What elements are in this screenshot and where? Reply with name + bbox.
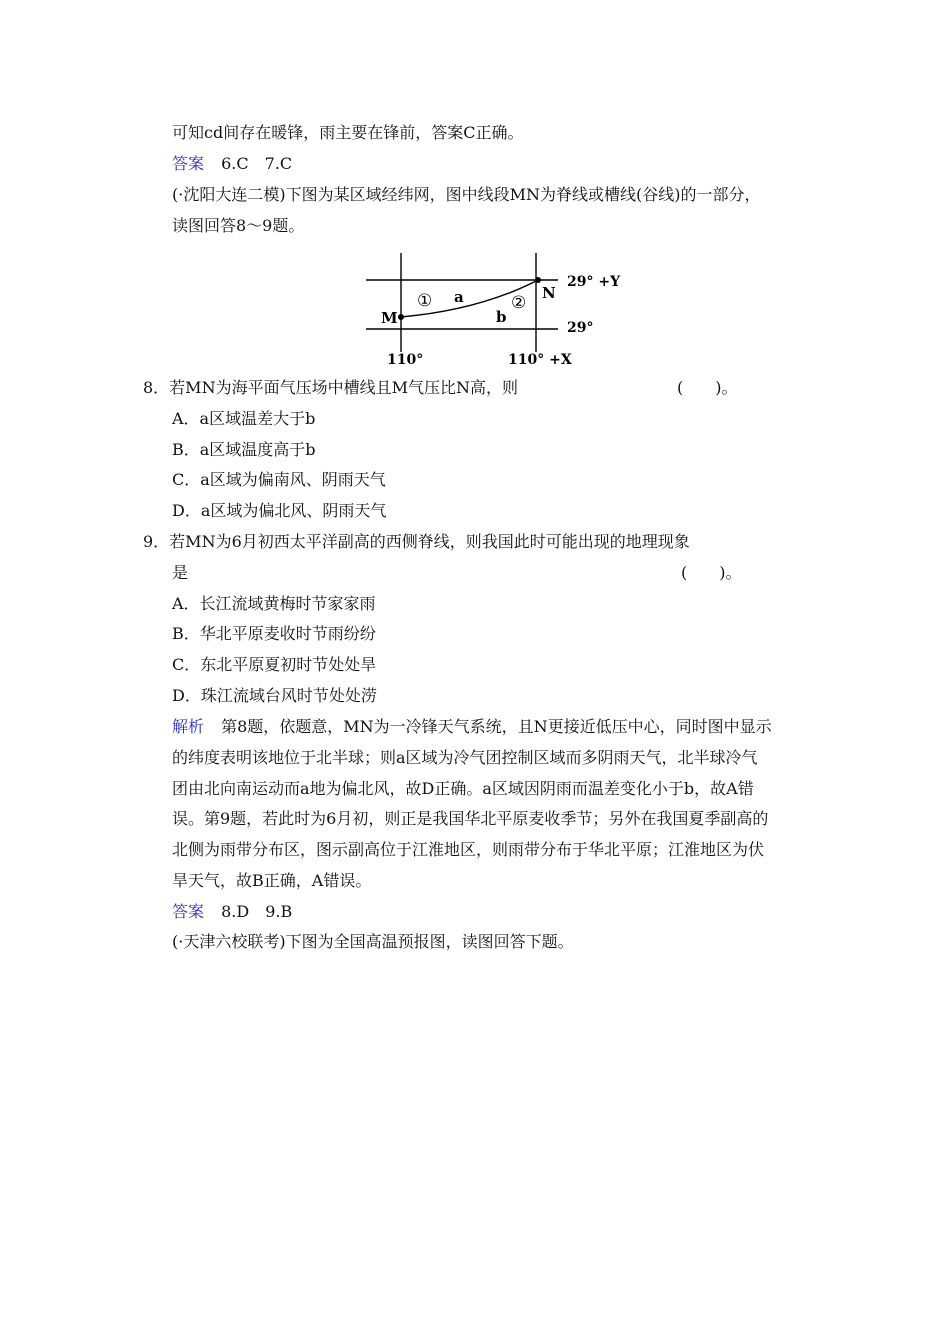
analysis-text: 第8题，依题意，MN为一冷锋天气系统，且N更接近低压中心，同时图中显示 bbox=[221, 717, 772, 736]
option-a: A．长江流域黄梅时节家家雨 bbox=[172, 594, 376, 613]
label-a: a bbox=[454, 288, 464, 306]
option-a: A．a区域温差大于b bbox=[172, 409, 316, 428]
analysis-line: 误。第9题，若此时为6月初，则正是我国华北平原麦收季节；另外在我国夏季副高的 bbox=[172, 809, 769, 828]
point-n-dot bbox=[535, 277, 541, 283]
analysis-line: 团由北向南运动而a地为偏北风，故D正确。a区域因阴雨而温差变化小于b，故A错 bbox=[172, 779, 754, 798]
option-c: C．a区域为偏南风、阴雨天气 bbox=[172, 470, 386, 489]
point-m-dot bbox=[398, 314, 404, 320]
question-intro: 读图回答8～9题。 bbox=[172, 216, 305, 235]
option-d: D．珠江流域台风时节处处涝 bbox=[172, 686, 377, 705]
analysis-label: 解析 bbox=[172, 717, 205, 736]
label-lon-left: 110° bbox=[387, 352, 424, 368]
analysis-line: 旱天气，故B正确，A错误。 bbox=[172, 871, 372, 890]
answer-blank: ( )。 bbox=[681, 563, 742, 582]
label-region-1: ① bbox=[417, 291, 433, 311]
analysis-line: 北侧为雨带分布区，图示副高位于江淮地区，则雨带分布于华北平原；江淮地区为伏 bbox=[172, 840, 765, 859]
answer-label: 答案 bbox=[172, 902, 205, 921]
question-8: 8．若MN为海平面气压场中槽线且M气压比N高，则 bbox=[143, 378, 518, 397]
label-b: b bbox=[496, 308, 507, 326]
option-b: B．华北平原麦收时节雨纷纷 bbox=[172, 624, 376, 643]
answer-line bbox=[172, 901, 292, 923]
label-lat-top: 29° +Y bbox=[567, 274, 621, 290]
answer-blank: ( )。 bbox=[677, 378, 738, 397]
question-intro: (·天津六校联考)下图为全国高温预报图，读图回答下题。 bbox=[172, 932, 574, 951]
option-c: C．东北平原夏初时节处处旱 bbox=[172, 655, 377, 674]
label-region-2: ② bbox=[511, 293, 527, 313]
label-lat-bottom: 29° bbox=[567, 320, 594, 336]
text-line: 可知cd间存在暖锋，雨主要在锋前，答案C正确。 bbox=[172, 123, 524, 142]
answer-label: 答案 bbox=[172, 154, 205, 173]
option-b: B．a区域温度高于b bbox=[172, 440, 316, 459]
question-intro: (·沈阳大连二模)下图为某区域经纬网，图中线段MN为脊线或槽线(谷线)的一部分， bbox=[172, 185, 761, 204]
answer-line bbox=[172, 153, 292, 175]
label-n: N bbox=[542, 284, 556, 302]
analysis-line: 的纬度表明该地位于北半球；则a区域为冷气团控制区域而多阴雨天气，北半球冷气 bbox=[172, 748, 758, 767]
question-9: 9．若MN为6月初西太平洋副高的西侧脊线，则我国此时可能出现的地理现象 bbox=[143, 532, 690, 551]
graticule-figure bbox=[360, 250, 630, 375]
label-m: M bbox=[381, 309, 398, 327]
question-9-cont: 是 bbox=[172, 563, 189, 582]
label-lon-right: 110° +X bbox=[508, 352, 572, 368]
option-d: D．a区域为偏北风、阴雨天气 bbox=[172, 501, 387, 520]
answer-text: 8.D 9.B bbox=[221, 902, 293, 921]
analysis-line bbox=[172, 716, 772, 738]
answer-text: 6.C 7.C bbox=[221, 154, 293, 173]
